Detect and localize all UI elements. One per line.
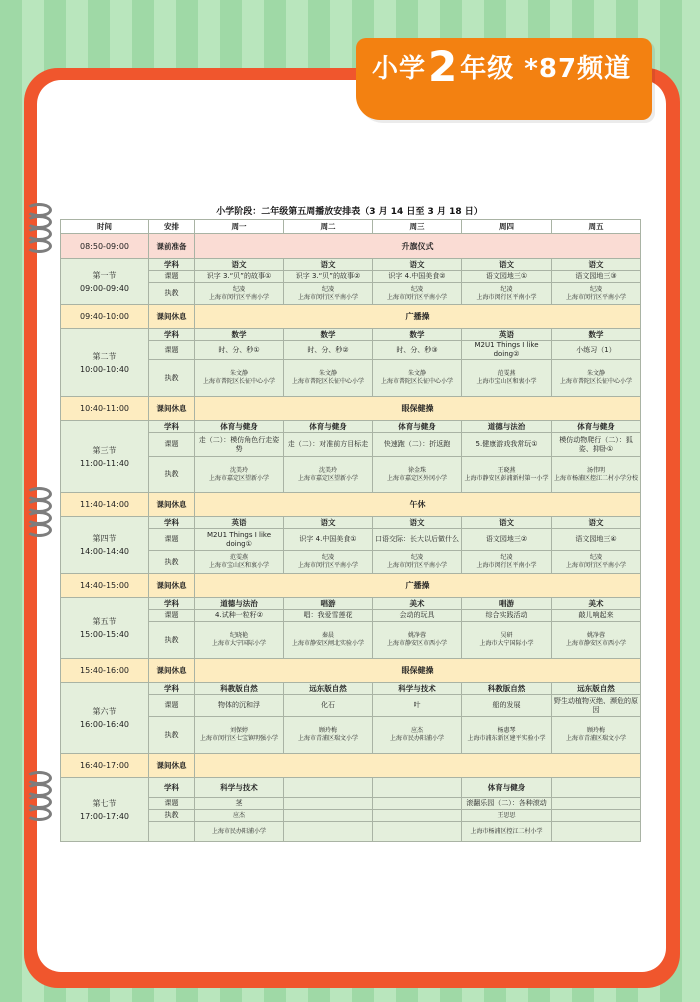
subject-cell: 科学与技术 [373, 683, 462, 695]
row-label: 课题 [149, 271, 195, 283]
topic-cell: 走（二）：对准前方目标走 [284, 433, 373, 457]
table-row [61, 598, 641, 610]
table-row [61, 421, 641, 433]
teacher-cell: 纪晓艳 上海市大宁国际小学 [195, 622, 284, 659]
row-label: 学科 [149, 517, 195, 529]
table-row [61, 659, 641, 683]
event-cell: 广播操 [195, 305, 641, 329]
teacher-cell: 沈美玲 上海市嘉定区望新小学 [284, 457, 373, 493]
empty-cell [373, 822, 462, 842]
teacher-cell: 朱文静 上海市普陀区长征中心小学 [552, 360, 641, 397]
period-cell: 第五节 15:00-15:40 [61, 598, 149, 659]
empty-cell [284, 810, 373, 822]
row-label: 课题 [149, 341, 195, 360]
teacher-cell: 纪凌 上海市闵行区平南小学 [373, 283, 462, 305]
subject-cell: 数学 [552, 329, 641, 341]
subject-cell: 科教版自然 [195, 683, 284, 695]
type-cell: 课间休息 [149, 574, 195, 598]
teacher-cell: 纪凌 上海市闵行区平南小学 [462, 551, 552, 574]
school-cell: 上海市民办阳浦小学 [195, 822, 284, 842]
teacher-cell: 范雯燕 上海市宝山区和衷小学 [195, 551, 284, 574]
subject-cell: 美术 [373, 598, 462, 610]
table-row [61, 397, 641, 421]
subject-cell: 语文 [373, 517, 462, 529]
header-time: 时间 [61, 220, 149, 234]
topic-cell: 语文园地三③ [552, 271, 641, 283]
topic-cell: 时、分、秒③ [373, 341, 462, 360]
topic-cell: 5.健康游戏我常玩① [462, 433, 552, 457]
table-row [61, 259, 641, 271]
teacher-cell: 应杰 上海市民办阳浦小学 [373, 717, 462, 754]
teacher-cell: 顾玲梅 上海市青浦区瑞文小学 [284, 717, 373, 754]
event-cell [195, 754, 641, 778]
period-cell: 第四节 14:00-14:40 [61, 517, 149, 574]
teacher-cell: 纪凌 上海市闵行区平南小学 [373, 551, 462, 574]
teacher-cell: 吴研 上海市大宁国际小学 [462, 622, 552, 659]
type-cell: 课间休息 [149, 659, 195, 683]
period-cell: 第二节 10:00-10:40 [61, 329, 149, 397]
row-label: 执教 [149, 283, 195, 305]
topic-cell: 滚翻乐园（二）：各种滚动 [462, 798, 552, 810]
teacher-cell: 纪凌 上海市闵行区平南小学 [462, 283, 552, 305]
event-cell: 广播操 [195, 574, 641, 598]
row-label: 执教 [149, 717, 195, 754]
topic-cell: M2U1 Things I like doing② [462, 341, 552, 360]
teacher-cell: 汤伟明 上海市杨浦区控江二村小学分校 [552, 457, 641, 493]
row-label: 学科 [149, 259, 195, 271]
header-type: 安排 [149, 220, 195, 234]
topic-cell: 口语交际：长大以后做什么 [373, 529, 462, 551]
teacher-cell: 应杰 [195, 810, 284, 822]
header-thu: 周四 [462, 220, 552, 234]
subject-cell: 英语 [195, 517, 284, 529]
topic-cell: 识字 3.“贝”的故事② [284, 271, 373, 283]
subject-cell: 体育与健身 [552, 421, 641, 433]
topic-cell: 语文园地三① [462, 271, 552, 283]
binder-ring-icon [26, 523, 52, 537]
topic-cell: 会动的玩具 [373, 610, 462, 622]
teacher-cell: 纪凌 上海市闵行区平南小学 [284, 551, 373, 574]
row-label: 执教 [149, 551, 195, 574]
subject-cell: 道德与法治 [462, 421, 552, 433]
topic-cell: 识字 4.中国美食① [284, 529, 373, 551]
teacher-cell: 纪凌 上海市闵行区平南小学 [552, 551, 641, 574]
topic-cell: 模仿动物爬行（二）：狐姿、抑卧① [552, 433, 641, 457]
topic-cell: 茎 [195, 798, 284, 810]
teacher-cell: 王晓燕 上海市静安区彭浦新村第一小学 [462, 457, 552, 493]
topic-cell: 唱：我爱雪莲花 [284, 610, 373, 622]
teacher-cell: 顾玲梅 上海市青浦区瑞文小学 [552, 717, 641, 754]
header-fri: 周五 [552, 220, 641, 234]
row-label: 学科 [149, 598, 195, 610]
teacher-cell: 王思思 [462, 810, 552, 822]
time-cell: 08:50-09:00 [61, 234, 149, 259]
teacher-cell: 范雯燕 上海市宝山区和衷小学 [462, 360, 552, 397]
period-cell: 第一节 09:00-09:40 [61, 259, 149, 305]
teacher-cell: 姚净蓉 上海市静安区市西小学 [373, 622, 462, 659]
table-row [61, 754, 641, 778]
row-label: 学科 [149, 683, 195, 695]
subject-cell: 唱游 [462, 598, 552, 610]
event-cell: 升旗仪式 [195, 234, 641, 259]
table-row [61, 517, 641, 529]
empty-cell [373, 810, 462, 822]
school-cell: 上海市杨浦区控江二村小学 [462, 822, 552, 842]
row-label: 课题 [149, 610, 195, 622]
type-cell: 课前准备 [149, 234, 195, 259]
time-cell: 10:40-11:00 [61, 397, 149, 421]
row-label: 执教 [149, 810, 195, 822]
topic-cell: 走（二）：模仿角色行走姿势 [195, 433, 284, 457]
row-label: 学科 [149, 778, 195, 798]
subject-cell: 语文 [284, 517, 373, 529]
topic-cell: 敲儿响起来 [552, 610, 641, 622]
channel-badge-text: 小学2年级 *87频道 [372, 42, 632, 91]
row-label: 执教 [149, 360, 195, 397]
schedule-table [60, 219, 641, 842]
subject-cell: 道德与法治 [195, 598, 284, 610]
table-row [61, 329, 641, 341]
period-cell: 第三节 11:00-11:40 [61, 421, 149, 493]
table-row [61, 305, 641, 329]
subject-cell: 语文 [195, 259, 284, 271]
time-cell: 16:40-17:00 [61, 754, 149, 778]
time-cell: 14:40-15:00 [61, 574, 149, 598]
topic-cell: 语文园地三② [462, 529, 552, 551]
row-label: 执教 [149, 457, 195, 493]
type-cell: 课间休息 [149, 397, 195, 421]
empty-cell [149, 822, 195, 842]
topic-cell: 4.试种一粒籽② [195, 610, 284, 622]
header-tue: 周二 [284, 220, 373, 234]
event-cell: 眼保健操 [195, 659, 641, 683]
time-cell: 15:40-16:00 [61, 659, 149, 683]
time-cell: 09:40-10:00 [61, 305, 149, 329]
event-cell: 眼保健操 [195, 397, 641, 421]
subject-cell: 英语 [462, 329, 552, 341]
type-cell: 课间休息 [149, 493, 195, 517]
teacher-cell: 刘保婷 上海市闵行区七宝镇明强小学 [195, 717, 284, 754]
table-row [61, 683, 641, 695]
subject-cell: 语文 [462, 259, 552, 271]
teacher-cell: 纪凌 上海市闵行区平南小学 [552, 283, 641, 305]
subject-cell: 体育与健身 [462, 778, 552, 798]
row-label: 执教 [149, 622, 195, 659]
empty-cell [284, 798, 373, 810]
teacher-cell: 朱文静 上海市普陀区长征中心小学 [284, 360, 373, 397]
topic-cell: M2U1 Things I like doing① [195, 529, 284, 551]
subject-cell: 语文 [284, 259, 373, 271]
subject-cell: 远东版自然 [284, 683, 373, 695]
subject-cell: 美术 [552, 598, 641, 610]
period-cell: 第七节 17:00-17:40 [61, 778, 149, 842]
row-label: 课题 [149, 433, 195, 457]
topic-cell: 综合实践活动 [462, 610, 552, 622]
time-cell: 11:40-14:00 [61, 493, 149, 517]
subject-cell: 体育与健身 [284, 421, 373, 433]
event-cell: 午休 [195, 493, 641, 517]
row-label: 学科 [149, 421, 195, 433]
row-label: 学科 [149, 329, 195, 341]
subject-cell: 远东版自然 [552, 683, 641, 695]
subject-cell: 科学与技术 [195, 778, 284, 798]
type-cell: 课间休息 [149, 754, 195, 778]
binder-ring-icon [26, 239, 52, 253]
teacher-cell: 纪凌 上海市闵行区平南小学 [284, 283, 373, 305]
subject-cell: 体育与健身 [195, 421, 284, 433]
topic-cell: 叶 [373, 695, 462, 717]
table-row [61, 493, 641, 517]
table-row [61, 574, 641, 598]
subject-cell: 体育与健身 [373, 421, 462, 433]
teacher-cell: 纪凌 上海市闵行区平南小学 [195, 283, 284, 305]
subject-cell: 科教版自然 [462, 683, 552, 695]
row-label: 课题 [149, 695, 195, 717]
type-cell: 课间休息 [149, 305, 195, 329]
teacher-cell: 杨惠琴 上海市浦东新区建平实验小学 [462, 717, 552, 754]
topic-cell: 物体的沉和浮 [195, 695, 284, 717]
teacher-cell: 朱文静 上海市普陀区长征中心小学 [373, 360, 462, 397]
topic-cell: 识字 3.“贝”的故事① [195, 271, 284, 283]
row-label: 课题 [149, 798, 195, 810]
subject-cell: 唱游 [284, 598, 373, 610]
topic-cell: 时、分、秒① [195, 341, 284, 360]
topic-cell: 语文园地三④ [552, 529, 641, 551]
empty-cell [552, 798, 641, 810]
schedule-title: 小学阶段：二年级第五周播放安排表（3 月 14 日至 3 月 18 日） [216, 207, 483, 217]
teacher-cell: 姚净蓉 上海市静安区市西小学 [552, 622, 641, 659]
topic-cell: 时、分、秒② [284, 341, 373, 360]
teacher-cell: 朱文静 上海市普陀区长征中心小学 [195, 360, 284, 397]
subject-cell: 语文 [552, 259, 641, 271]
topic-cell: 船的发展 [462, 695, 552, 717]
empty-cell [373, 798, 462, 810]
subject-cell: 数学 [373, 329, 462, 341]
topic-cell: 化石 [284, 695, 373, 717]
topic-cell: 小练习（1） [552, 341, 641, 360]
subject-cell: 数学 [195, 329, 284, 341]
row-label: 课题 [149, 529, 195, 551]
table-header-row [61, 220, 641, 234]
topic-cell: 野生动植物灭绝、濒危的原因 [552, 695, 641, 717]
period-cell: 第六节 16:00-16:40 [61, 683, 149, 754]
empty-cell [552, 822, 641, 842]
empty-cell [552, 778, 641, 798]
empty-cell [284, 822, 373, 842]
table-row [61, 778, 641, 798]
header-wed: 周三 [373, 220, 462, 234]
empty-cell [373, 778, 462, 798]
teacher-cell: 沈美玲 上海市嘉定区望新小学 [195, 457, 284, 493]
binder-ring-icon [26, 807, 52, 821]
empty-cell [552, 810, 641, 822]
topic-cell: 识字 4.中国美食② [373, 271, 462, 283]
teacher-cell: 徐金珠 上海市嘉定区外冈小学 [373, 457, 462, 493]
subject-cell: 语文 [373, 259, 462, 271]
header-mon: 周一 [195, 220, 284, 234]
subject-cell: 语文 [552, 517, 641, 529]
topic-cell: 快速跑（二）：折返跑 [373, 433, 462, 457]
subject-cell: 数学 [284, 329, 373, 341]
subject-cell: 语文 [462, 517, 552, 529]
table-row [61, 234, 641, 259]
teacher-cell: 秦晨 上海市静安区闸北实验小学 [284, 622, 373, 659]
empty-cell [284, 778, 373, 798]
